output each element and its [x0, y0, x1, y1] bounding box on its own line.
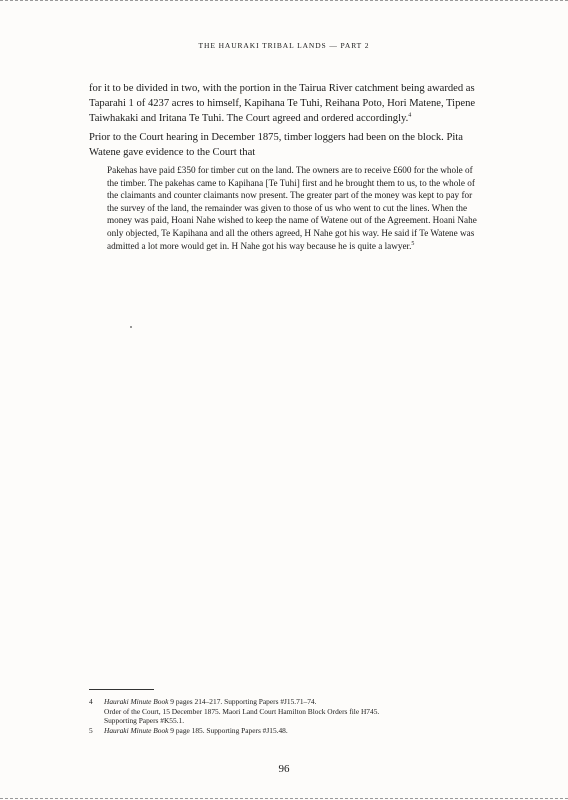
footnote-ref-5[interactable]: 5 — [411, 240, 415, 247]
footnote-separator — [89, 689, 154, 690]
footnote-ref-4[interactable]: 4 — [408, 112, 412, 119]
footnote-source-title: Hauraki Minute Book — [104, 726, 169, 735]
footnote-number: 5 — [89, 726, 93, 735]
block-quotation — [107, 164, 479, 252]
page-number: 96 — [278, 763, 290, 775]
footnote-number: 4 — [89, 697, 93, 706]
footnote-line — [104, 726, 481, 736]
scan-top-edge — [0, 0, 568, 2]
footnote-line: Order of the Court, 15 December 1875. Maori Land Court Hamilton Block Orders file H745. — [104, 706, 380, 716]
footnote-5 — [89, 726, 481, 736]
footnote-line — [104, 697, 481, 707]
footnote-line-text: 9 page 185. Supporting Papers #J15.48. — [168, 726, 288, 735]
footnote-body — [104, 726, 481, 736]
quotation-text: Pakehas have paid £350 for timber cut on the land. The owners are to receive £600 for the whole of the timber. The pakehas came to Kapihana [Te Tuhi] first and he brought them to us, to the whole of the claimants and counter claimants now present. The greater part of the money was kept to pay for the survey of the land, the remainder was given to those of us who went to cut the lines. When the money was paid, Hoani Nahe wished to keep the name of Watene out of the Agreement. Hoani Nahe only objected, Te Kapihana and all the others agreed, H Nahe got his way. He said if Te Watene was admitted a lot more would get in. H Nahe got his way because he is quite a lawyer. — [107, 165, 477, 251]
footnote-body — [104, 697, 481, 726]
scan-speck — [130, 326, 132, 328]
paragraph-1-text: for it to be divided in two, with the portion in the Tairua River catchment being awarded as Taparahi 1 of 4237 acres to himself, Kapihana Te Tuhi, Reihana Poto, Hori Matene, Tipene Taiwhakaki and Iritana Te Tuhi. The Court agreed and ordered accordingly. — [89, 83, 476, 124]
footnote-source-title: Hauraki Minute Book — [104, 697, 169, 706]
body-paragraph-1 — [89, 81, 481, 126]
body-paragraph-2: Prior to the Court hearing in December 1875, timber loggers had been on the block. Pita Watene gave evidence to the Court that — [89, 132, 463, 158]
running-header: THE HAURAKI TRIBAL LANDS — PART 2 — [198, 41, 370, 50]
footnote-line-text: 9 pages 214–217. Supporting Papers #J15.71–74. — [168, 697, 317, 706]
footnote-4 — [89, 697, 481, 726]
footnote-line: Supporting Papers #K55.1. — [104, 716, 185, 726]
